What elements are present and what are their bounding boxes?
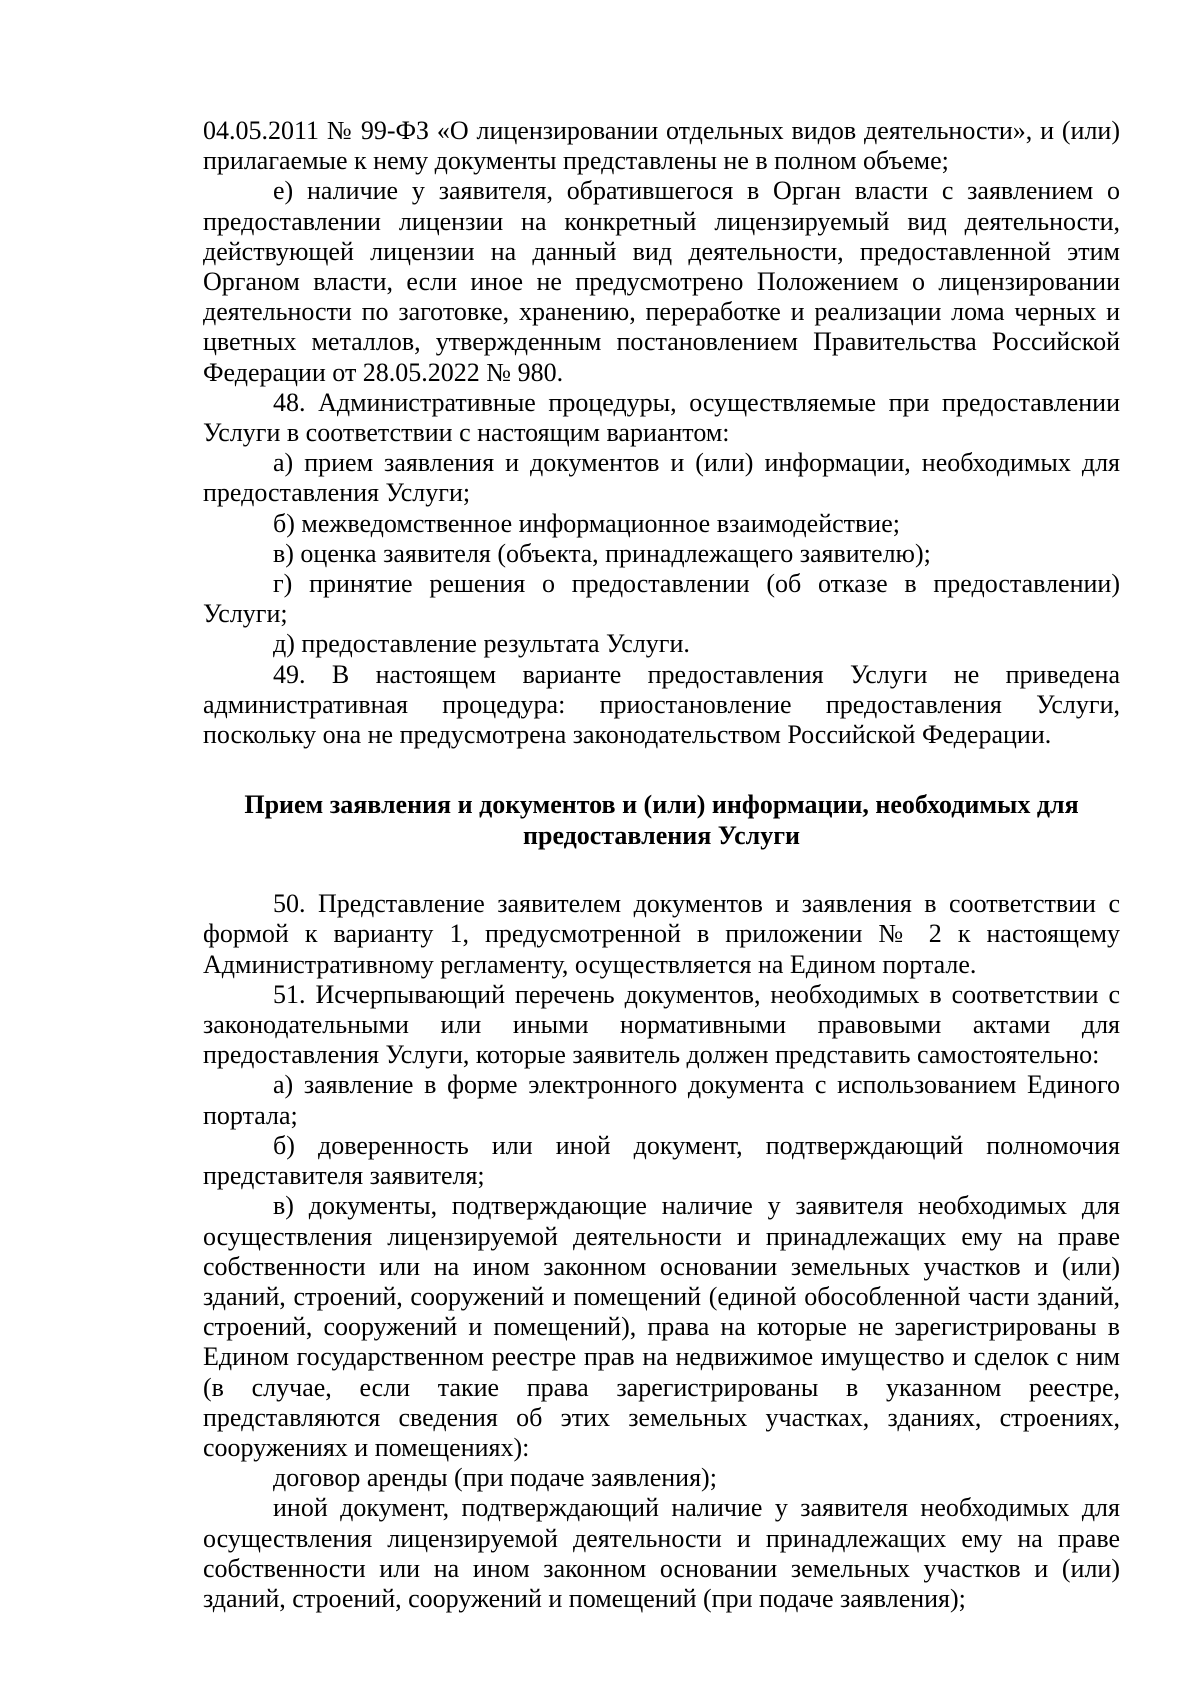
paragraph-item-v: в) оценка заявителя (объекта, принадлежащего заявителю); [273,538,931,568]
section-heading: Прием заявления и документов и (или) информации, необходимых для предоставления Услуги [244,790,1079,850]
paragraph-item-b: б) межведомственное информационное взаимодействие; [273,508,900,538]
paragraph-lease-agreement: договор аренды (при подаче заявления); [273,1463,717,1493]
paragraph-50: 50. Представление заявителем документов и заявления в соответствии с формой к варианту 1, предусмотренной в приложении № 2 к настоящему Административному регламенту, осуществляется на Едином портале. [203,889,1120,979]
paragraph-item-a: а) прием заявления и документов и (или) информации, необходимых для предоставления Услуги; [203,448,1120,508]
paragraph-continuation: 04.05.2011 № 99-ФЗ «О лицензировании отдельных видов деятельности», и (или) прилагаемые к нему документы представлены не в полном объеме; [203,116,1120,176]
paragraph-item-d: д) предоставление результата Услуги. [273,629,690,659]
paragraph-item-e: е) наличие у заявителя, обратившегося в Орган власти с заявлением о предоставлении лицензии на конкретный лицензируемый вид деятельности, действующей лицензии на данный вид деятельности, предоставленной этим Органом власти, если иное не предусмотрено Положением о лицензировании деятельности по заготовке, хранению, переработке и реализации лома черных и цветных металлов, утвержденным постановлением Правительства Российской Федерации от 28.05.2022 № 980. [203,176,1120,387]
paragraph-49: 49. В настоящем варианте предоставления Услуги не приведена административная процедура: приостановление предоставления Услуги, поскольку она не предусмотрена законодательством Российской Федерации. [203,659,1120,750]
paragraph-51: 51. Исчерпывающий перечень документов, необходимых в соответствии с законодательными или иными нормативными правовыми актами для предоставления Услуги, которые заявитель должен представить самостоятельно: [203,979,1120,1070]
paragraph-48: 48. Административные процедуры, осуществляемые при предоставлении Услуги в соответствии с настоящим вариантом: [203,387,1120,448]
paragraph-51-b: б) доверенность или иной документ, подтверждающий полномочия представителя заявителя; [203,1130,1120,1191]
paragraph-item-g: г) принятие решения о предоставлении (об отказе в предоставлении) Услуги; [203,569,1120,629]
paragraph-other-document: иной документ, подтверждающий наличие у заявителя необходимых для осуществления лицензируемой деятельности и принадлежащих ему на праве собственности или на ином законном основании земельных участков и (или) зданий, строений, сооружений и помещений (при подаче заявления); [203,1493,1120,1613]
paragraph-51-v: в) документы, подтверждающие наличие у заявителя необходимых для осуществления лицензируемой деятельности и принадлежащих ему на праве собственности или на ином законном основании земельных участков и (или) зданий, строений, сооружений и помещений (единой обособленной части зданий, строений, сооружений и помещений), права на которые не зарегистрированы в Едином государственном реестре прав на недвижимое имущество и сделок с ним (в случае, если такие права зарегистрированы в указанном реестре, представляются сведения об этих земельных участках, зданиях, строениях, сооружениях и помещениях): [203,1191,1120,1462]
document-body [203,116,1120,1614]
paragraph-51-a: а) заявление в форме электронного документа с использованием Единого портала; [203,1070,1120,1130]
